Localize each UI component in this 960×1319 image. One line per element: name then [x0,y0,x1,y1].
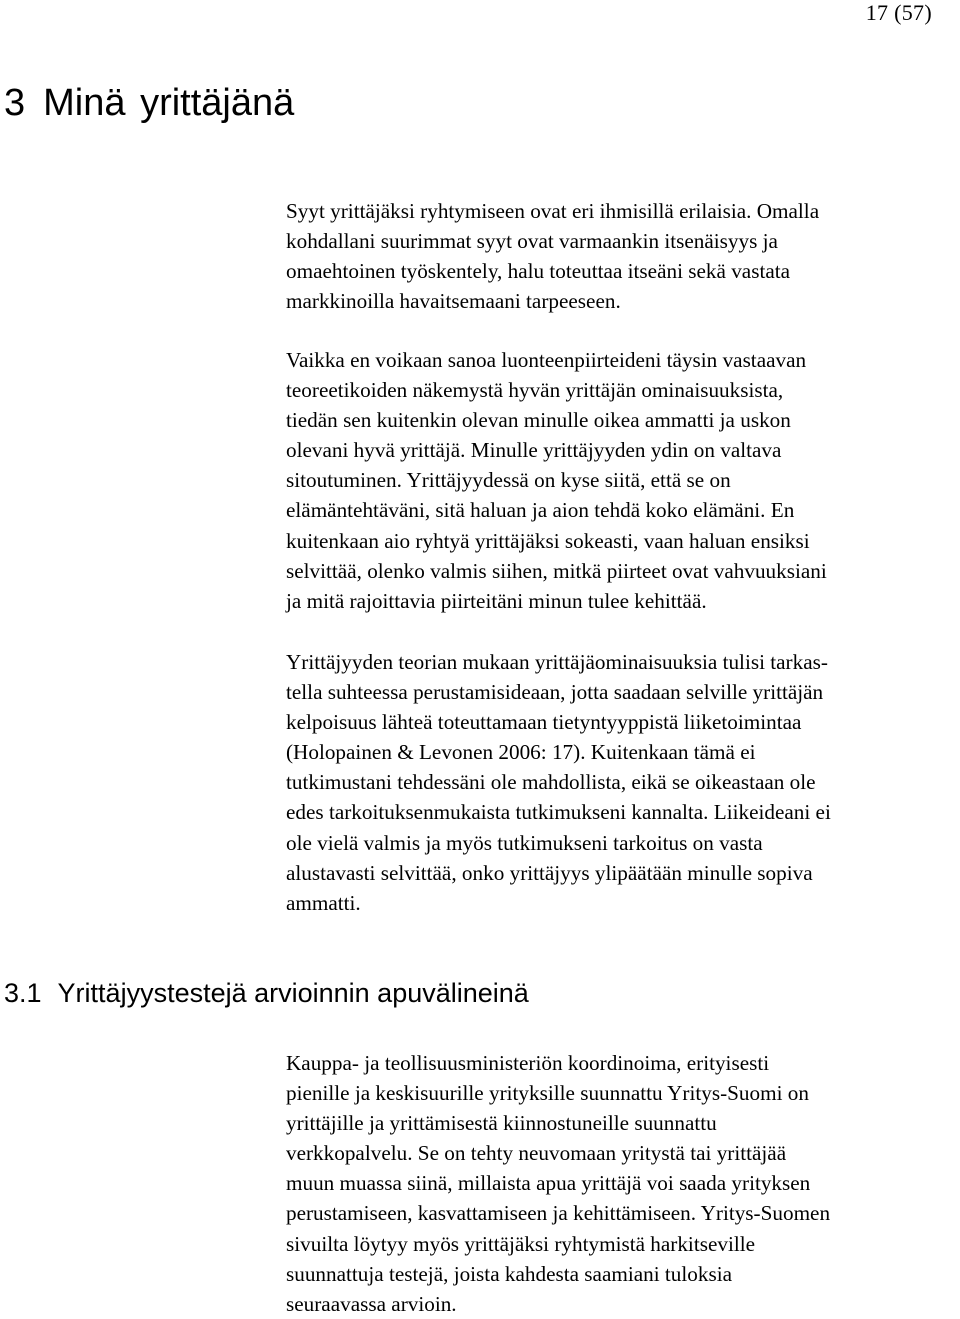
paragraph-line: Vaikka en voikaan sanoa luonteenpiirteideni täysin vastaavan [286,348,807,372]
paragraph-line: edes tarkoituksenmukaista tutkimukseni kannalta. Liikeideani ei [286,800,831,825]
paragraph-line: sitoutuminen. Yrittäjyydessä on kyse siitä, että se on [286,468,731,493]
paragraph-line: perustamiseen, kasvattamiseen ja kehittämiseen. Yritys-Suomen [286,1201,831,1226]
paragraph-line: kuitenkaan aio ryhtyä yrittäjäksi sokeasti, vaan haluan ensiksi [286,528,810,553]
paragraph-line: ole vielä valmis ja myös tutkimukseni tarkoitus on vasta [286,830,763,855]
paragraph-line: tella suhteessa perustamisideaan, jotta saadaan selville yrittäjän [286,680,824,705]
paragraph-line: selvittää, olenko valmis siihen, mitkä piirteet ovat vahvuuksiani [286,558,827,583]
paragraph-line: alustavasti selvittää, onko yrittäjyys ylipäätään minulle sopiva [286,860,813,885]
section-number: 3 [4,82,26,124]
paragraph-line: muun muassa siinä, millaista apua yrittäjä voi saada yrityksen [286,1171,811,1196]
paragraph-line: Yrittäjyyden teorian mukaan yrittäjäominaisuuksia tulisi tarkas- [286,650,828,674]
paragraph-line: kelpoisuus lähteä toteuttamaan tietyntyyppistä liiketoimintaa [286,710,802,735]
paragraph-line: teoreetikoiden näkemystä hyvän yrittäjän ominaisuuksista, [286,378,784,403]
paragraph-line: markkinoilla havaitsemaani tarpeeseen. [286,289,621,314]
paragraph-line: (Holopainen & Levonen 2006: 17). Kuitenkaan tämä ei [286,740,756,765]
paragraph-line: olevani hyvä yrittäjä. Minulle yrittäjyyden ydin on valtava [286,438,782,463]
section-title: Minä yrittäjänä [43,82,295,124]
paragraph-line: ammatti. [286,890,361,915]
paragraph-line: sivuilta löytyy myös yrittäjäksi ryhtymistä harkitseville [286,1231,756,1256]
paragraph-line: elämäntehtäväni, sitä haluan ja aion tehdä koko elämäni. En [286,498,795,523]
paragraph-motivations [286,196,960,316]
paragraph-line: yrittäjille ja yrittämisestä kiinnostuneille suunnattu [286,1111,717,1136]
paragraph-line: Syyt yrittäjäksi ryhtymiseen ovat eri ihmisillä erilaisia. Omalla [286,199,820,223]
paragraph-line: omaehtoinen työskentely, halu toteuttaa itseäni sekä vastata [286,259,791,284]
paragraph-commitment [286,345,960,616]
paragraph-theory [286,647,960,918]
paragraph-line: Kauppa- ja teollisuusministeriön koordinoima, erityisesti [286,1051,770,1075]
subsection-heading [4,976,529,1010]
paragraph-line: seuraavassa arvioin. [286,1291,457,1316]
paragraph-line: ja mitä rajoittavia piirteitäni minun tulee kehittää. [286,588,707,613]
paragraph-line: tiedän sen kuitenkin olevan minulle oikea ammatti ja uskon [286,408,791,433]
paragraph-line: verkkopalvelu. Se on tehty neuvomaan yritystä tai yrittäjää [286,1141,787,1166]
paragraph-line: suunnattuja testejä, joista kahdesta saamiani tuloksia [286,1261,733,1286]
subsection-number: 3.1 [4,978,42,1008]
page-number: 17 (57) [865,0,932,25]
paragraph-line: kohdallani suurimmat syyt ovat varmaankin itsenäisyys ja [286,229,778,254]
paragraph-line: pienille ja keskisuurille yrityksille suunnattu Yritys-Suomi on [286,1081,809,1106]
paragraph-line: tutkimustani tehdessäni ole mahdollista, eikä se oikeastaan ole [286,770,816,795]
subsection-title: Yrittäjyystestejä arvioinnin apuvälineinä [57,978,529,1008]
section-heading [4,80,294,126]
paragraph-yritys-suomi [286,1048,960,1319]
